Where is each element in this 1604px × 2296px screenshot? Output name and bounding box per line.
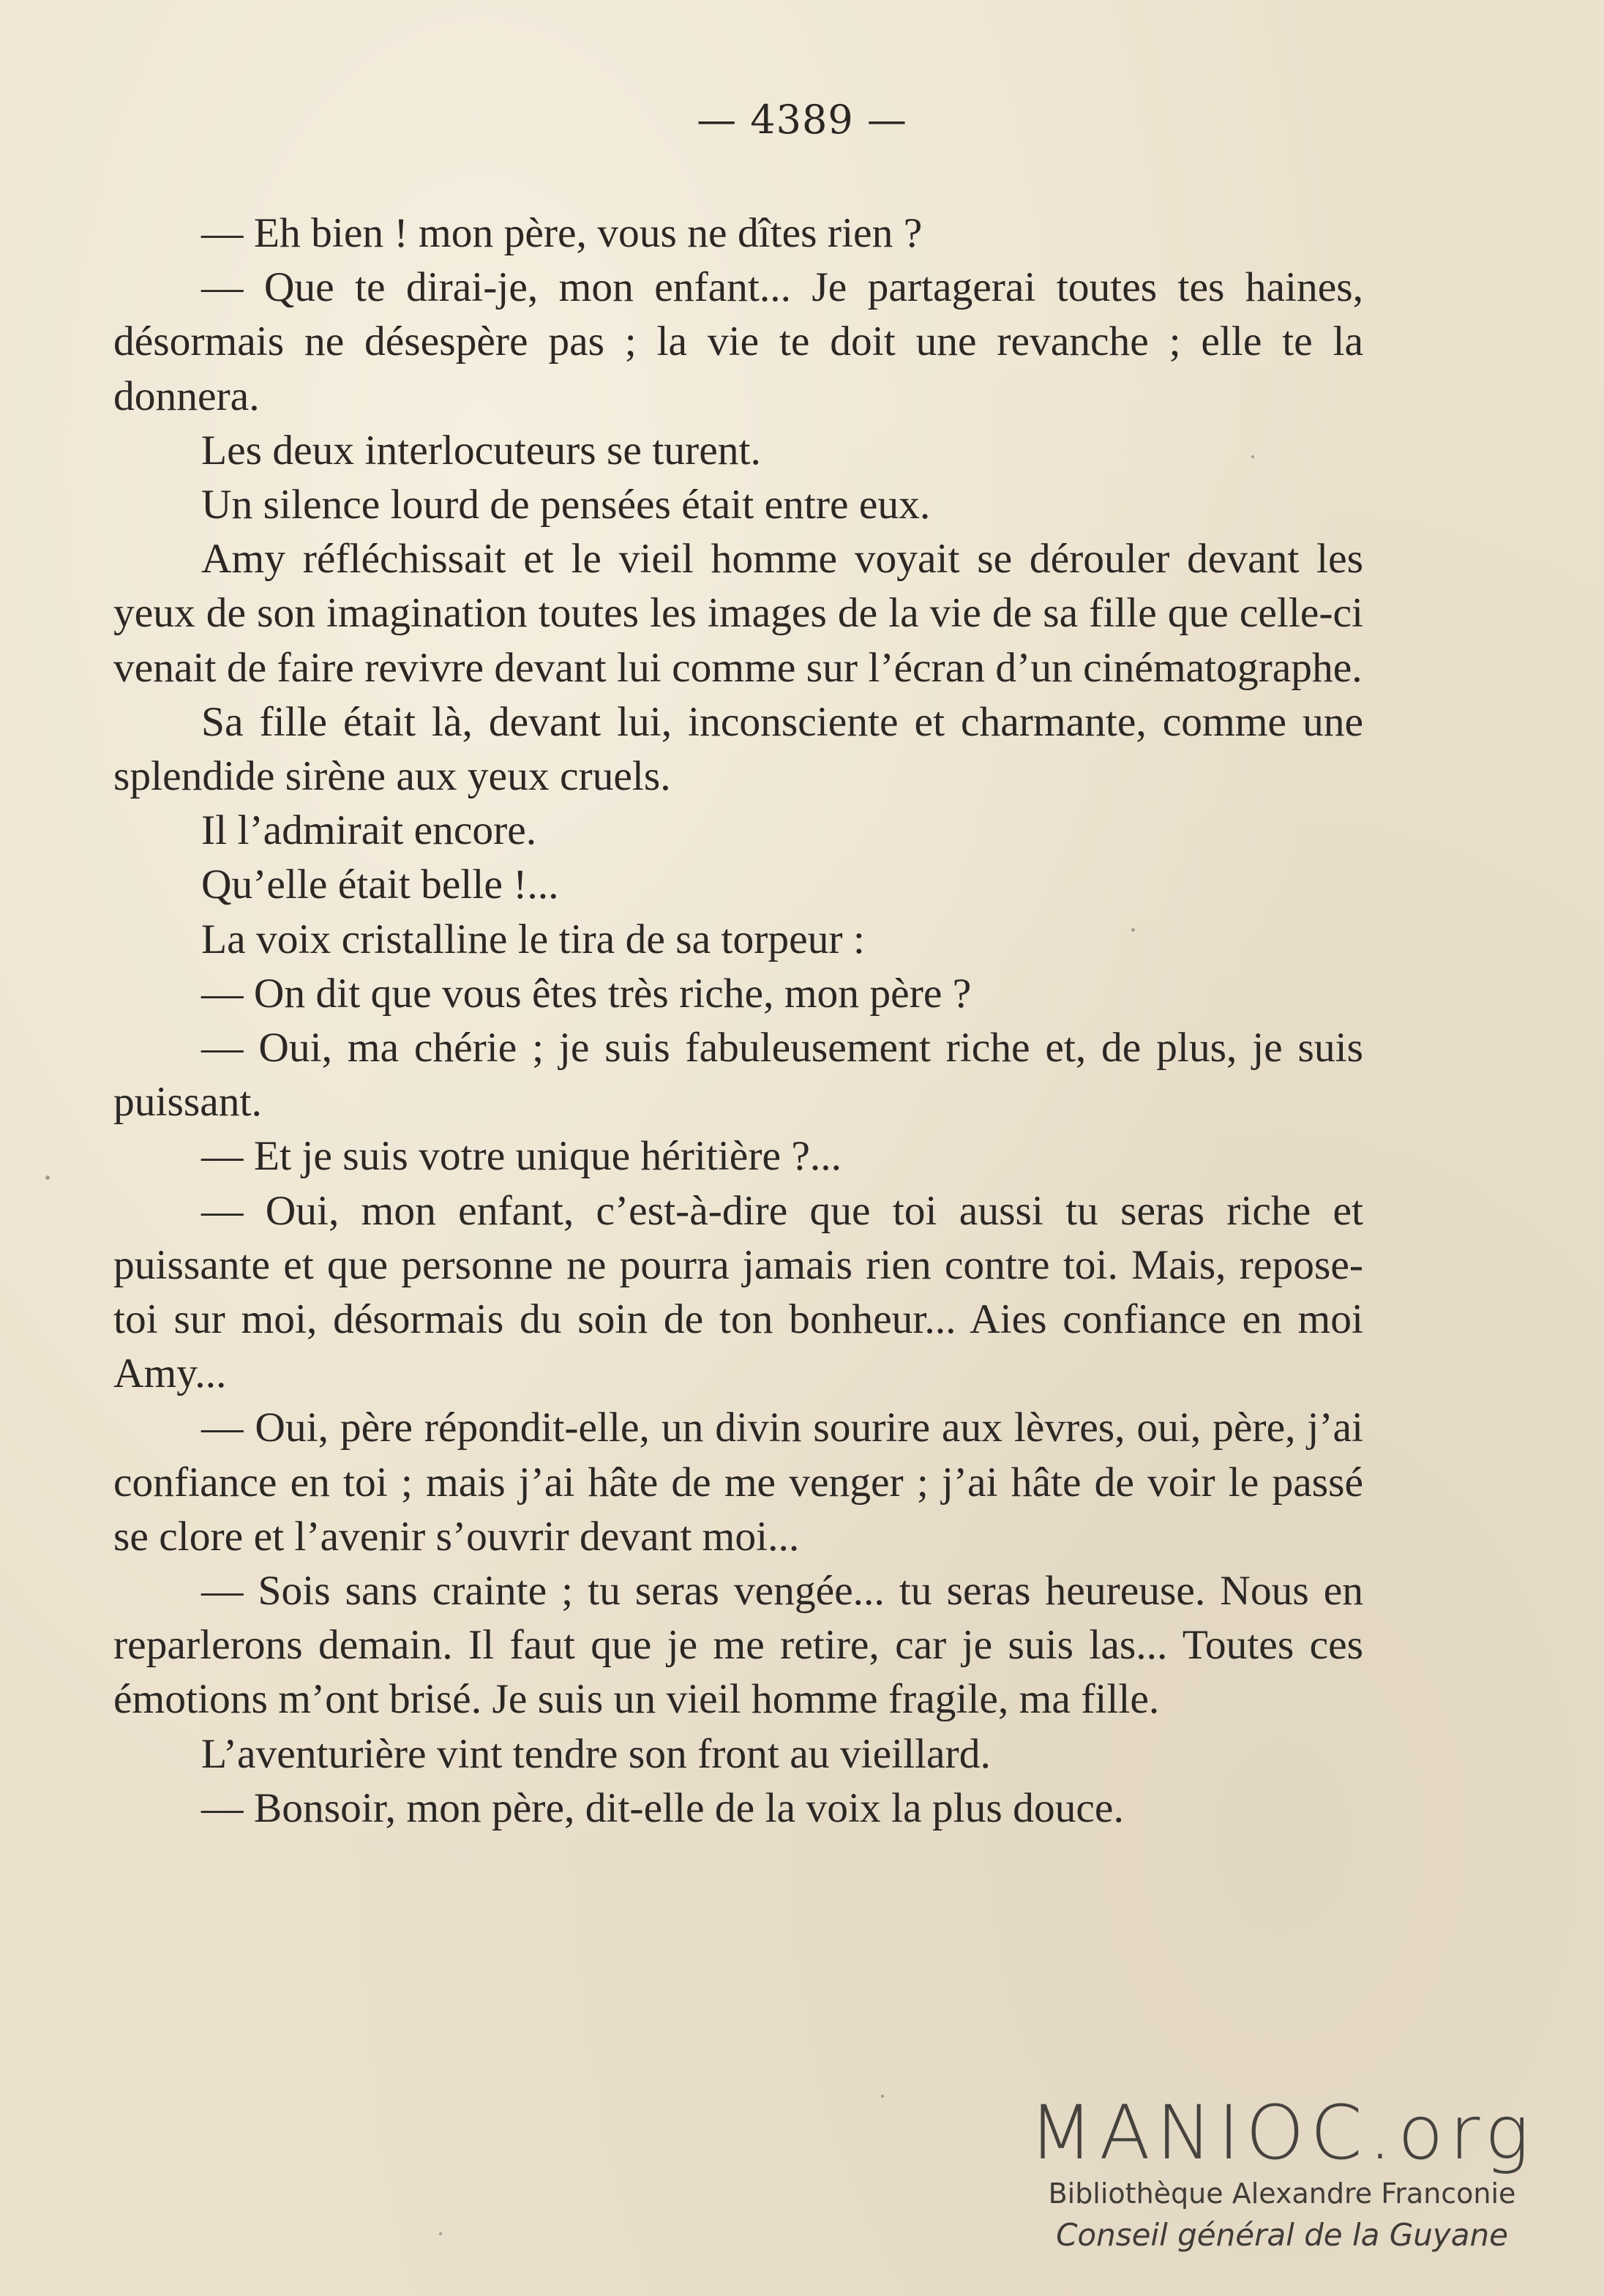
paragraph: Sa fille était là, devant lui, inconsciente et charmante, comme une splendide sirène aux yeux cruels. — [113, 698, 1363, 800]
body-text — [113, 206, 1363, 1836]
paper-speck — [45, 1175, 50, 1180]
paragraph: — Oui, père répondit-elle, un divin sourire aux lèvres, oui, père, j’ai confiance en toi ; mais j’ai hâte de me venger ; j’ai hâte de voir le passé se clore et l’avenir s’ouvrir devant moi... — [113, 1405, 1363, 1560]
paper-speck — [439, 2232, 442, 2235]
paragraph: L’aventurière vint tendre son front au vieillard. — [201, 1730, 991, 1777]
paragraph: Il l’admirait encore. — [201, 807, 537, 854]
page-number: — 4389 — — [697, 97, 907, 143]
paragraph: Un silence lourd de pensées était entre eux. — [201, 482, 931, 528]
paper-speck — [881, 2095, 884, 2098]
paragraph: — Et je suis votre unique héritière ?... — [201, 1133, 842, 1180]
paragraph: — On dit que vous êtes très riche, mon père ? — [201, 970, 972, 1017]
manioc-logo: MANIOC.org — [1029, 2090, 1535, 2177]
paragraph: — Sois sans crainte ; tu seras vengée... tu seras heureuse. Nous en reparlerons demain. Il faut que je me retire, car je suis las... Toutes ces émotions m’ont brisé. Je suis un vieil homme fragile, ma fille. — [113, 1568, 1363, 1723]
paragraph: Les deux interlocuteurs se turent. — [201, 427, 761, 474]
library-name: Bibliothèque Alexandre Franconie — [1048, 2177, 1516, 2210]
paragraph: Amy réfléchissait et le vieil homme voyait se dérouler devant les yeux de son imagination toutes les images de la vie de sa fille que celle-ci venait de faire revivre devant lui comme sur l’écran d’un cinématographe. — [113, 536, 1363, 691]
paragraph: — Oui, ma chérie ; je suis fabuleusement riche et, de plus, je suis puissant. — [113, 1025, 1363, 1126]
paragraph: Qu’elle était belle !... — [201, 861, 559, 908]
paragraph: — Que te dirai-je, mon enfant... Je partagerai toutes tes haines, désormais ne désespère pas ; la vie te doit une revanche ; elle te la donnera. — [113, 264, 1363, 419]
manioc-watermark — [1019, 2090, 1545, 2257]
council-name: Conseil général de la Guyane — [1056, 2217, 1508, 2253]
paragraph: — Oui, mon enfant, c’est-à-dire que toi aussi tu seras riche et puissante et que personne ne pourra jamais rien contre toi. Mais, repose-toi sur moi, désormais du soin de ton bonheur... Aies confiance en moi Amy... — [113, 1187, 1363, 1397]
paragraph: — Bonsoir, mon père, dit-elle de la voix la plus douce. — [201, 1784, 1124, 1831]
paragraph: La voix cristalline le tira de sa torpeur : — [201, 916, 865, 962]
paragraph: — Eh bien ! mon père, vous ne dîtes rien ? — [201, 210, 923, 256]
paper-speck — [1131, 928, 1135, 932]
paper-speck — [1251, 455, 1254, 458]
